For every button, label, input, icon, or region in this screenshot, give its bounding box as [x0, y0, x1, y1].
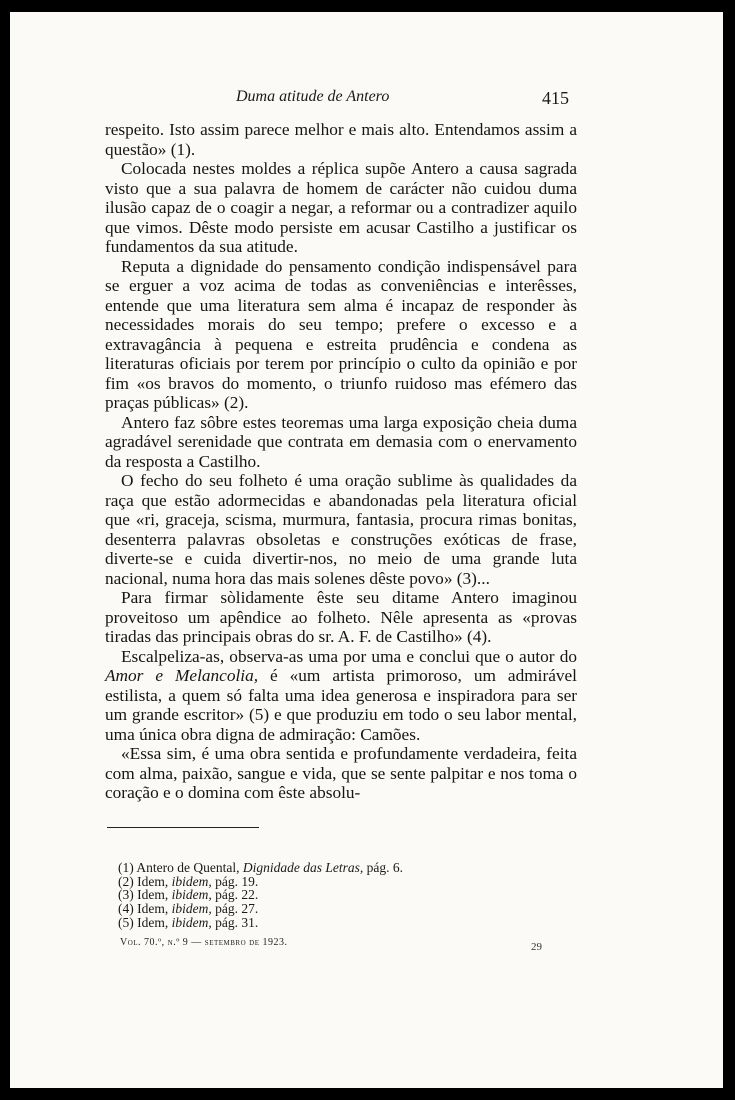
footnote-page: pág. 6. — [366, 860, 403, 875]
volume-signature: Vol. 70.º, n.º 9 — setembro de 1923. — [120, 937, 288, 948]
footnote-label: (3) — [118, 887, 134, 903]
body-text — [105, 120, 577, 803]
footnote-ref: ibidem, — [171, 901, 212, 917]
footnote-divider — [107, 827, 259, 828]
footnote-author: Antero de Quental, — [136, 860, 240, 875]
paragraph: respeito. Isto assim parece melhor e mais alto. Entendamos assim a questão» (1). — [105, 120, 577, 159]
footnote-label: (5) — [118, 914, 134, 930]
footnote-page: pág. 19. — [215, 873, 259, 889]
footnote-label: (4) — [118, 901, 134, 917]
page-number: 415 — [542, 88, 569, 108]
footnote — [118, 916, 538, 930]
footnote-page: pág. 27. — [215, 901, 259, 917]
footnote-ref: ibidem, — [171, 873, 212, 889]
paragraph: «Essa sim, é uma obra sentida e profundamente verdadeira, feita com alma, paixão, sangue e vida, que se sente palpitar e nos toma o coração e o domina com êste absolu- — [105, 744, 577, 802]
footnotes — [118, 861, 538, 930]
paragraph-text: é «um artista primoroso, um admirável estilista, a quem só falta uma idea generosa e inspiradora para ser um grande escritor» (5) e que produziu em todo o seu labor mental, uma única obra digna de admiração: Camões. — [105, 666, 577, 744]
paragraph: O fecho do seu folheto é uma oração sublime às qualidades da raça que estão adormecidas e abandonadas pela literatura oficial que «ri, graceja, scisma, murmura, fantasia, procura rimas bonitas, desenterra palavras obsoletas e construções exóticas de frase, diverte-se e cuida divertir-nos, no meio de uma grande luta nacional, numa hora das mais solenes dêste povo» (3)... — [105, 471, 577, 588]
footnote-author: Idem, — [137, 873, 169, 889]
footnote-author: Idem, — [137, 887, 169, 903]
footnote-ref: Dignidade das Letras, — [242, 860, 364, 875]
paragraph: Colocada nestes moldes a réplica supõe Antero a causa sagrada visto que a sua palavra de homem de carácter não cuidou duma ilusão capaz de o coagir a negar, a reformar ou a contradizer aquilo que vimos. Dêste modo persiste em acusar Castilho a justificar os fundamentos da sua atitude. — [105, 159, 577, 256]
paragraph: Antero faz sôbre estes teoremas uma larga exposição cheia duma agradável serenidade que contrata em demasia com o enervamento da resposta a Castilho. — [105, 412, 577, 471]
work-title: Amor e Melancolia, — [105, 666, 259, 685]
footnote-author: Idem, — [137, 914, 169, 930]
footnote — [118, 888, 538, 902]
sheet-number: 29 — [531, 941, 542, 953]
document-page — [10, 12, 723, 1088]
footnote-ref: ibidem, — [171, 914, 212, 930]
footnote-label: (2) — [118, 873, 134, 889]
running-title: Duma atitude de Antero — [236, 88, 390, 105]
paragraph: Reputa a dignidade do pensamento condição indispensável para se erguer a voz acima de todas as conveniências e interêsses, entende que uma literatura sem alma é incapaz de responder às necessidades morais do seu tempo; prefere o excesso e a extravagância à pequena e estreita prudência e condena as literaturas oficiais por terem por princípio o culto da opinião e por fim «os bravos do momento, o triunfo ruidoso mas efémero das praças públicas» (2). — [105, 256, 577, 412]
page-header — [10, 88, 723, 112]
paragraph: Para firmar sòlidamente êste seu ditame Antero imaginou proveitoso um apêndice ao folheto. Nêle apresenta as «provas tiradas das principais obras do sr. A. F. de Castilho» (4). — [105, 588, 577, 646]
footnote — [118, 875, 538, 889]
footnote — [118, 902, 538, 916]
footnote-author: Idem, — [137, 901, 169, 917]
footnote-page: pág. 31. — [215, 914, 259, 930]
paragraph-text: Escalpeliza-as, observa-as uma por uma e conclui que o autor do — [121, 646, 577, 666]
footnote — [118, 861, 538, 875]
footnote-ref: ibidem, — [171, 887, 212, 903]
paragraph — [105, 647, 577, 745]
footnote-page: pág. 22. — [215, 887, 259, 903]
footnote-label: (1) — [118, 860, 134, 875]
